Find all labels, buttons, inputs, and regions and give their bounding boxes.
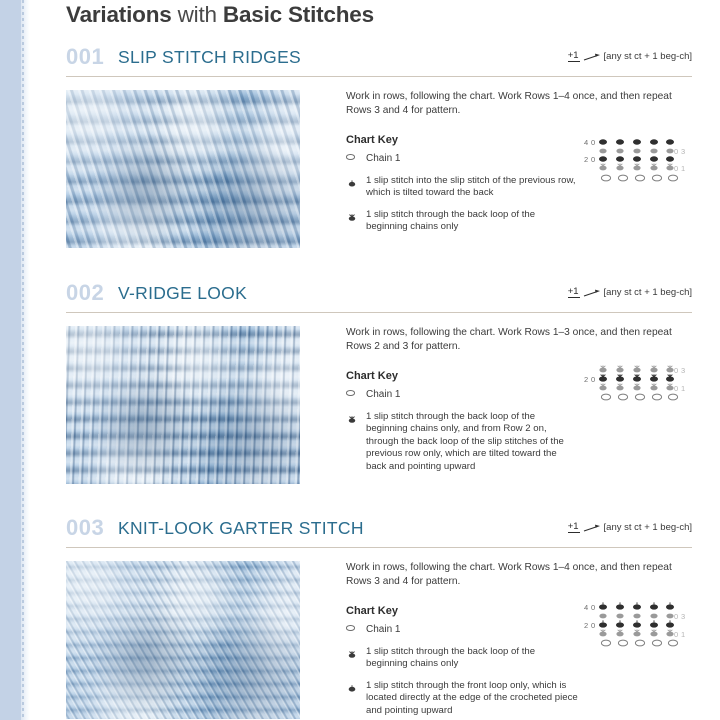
pattern-number: 001 xyxy=(66,44,105,69)
stitch-chart-svg xyxy=(582,599,702,655)
chart-key-list xyxy=(346,624,596,718)
svg-text:2: 2 xyxy=(584,155,589,164)
pattern-title: SLIP STITCH RIDGES xyxy=(118,47,302,67)
stitch-chart-diagram xyxy=(582,599,702,655)
slip-stitch-front-loop-icon xyxy=(346,680,366,691)
chart-key-label: 1 slip stitch through the back loop of the beginning chains only xyxy=(366,645,536,670)
chart-key-item xyxy=(346,646,596,671)
chart-key-list xyxy=(346,389,596,474)
chart-key-heading: Chart Key xyxy=(346,134,398,146)
page-title-part-3: Basic Stitches xyxy=(222,2,374,27)
stitch-multiple-note: [any st ct + 1 beg-ch] xyxy=(603,522,692,533)
pattern-title: V-RIDGE LOOK xyxy=(118,283,248,303)
page-title-part-2: with xyxy=(177,2,217,27)
page-title-part-1: Variations xyxy=(66,2,172,27)
svg-text:1: 1 xyxy=(681,164,686,173)
swatch-texture xyxy=(66,90,300,248)
header-divider xyxy=(66,547,692,548)
pattern-instructions: Work in rows, following the chart. Work Rows 1–3 once, and then repeat Rows 2 and 3 for pattern. xyxy=(346,327,672,352)
svg-text:3: 3 xyxy=(681,612,686,621)
chart-key-item xyxy=(346,624,596,637)
pattern-header xyxy=(66,44,692,74)
stitch-increment-label: +1 xyxy=(567,50,579,62)
chart-key-item xyxy=(346,175,596,200)
svg-text:1: 1 xyxy=(681,630,686,639)
chain-stitch-icon xyxy=(346,389,366,396)
pattern-body xyxy=(66,90,720,260)
chart-key-label: 1 slip stitch into the slip stitch of the previous row, which is tilted toward the back xyxy=(366,174,576,199)
stitch-multiple-note: [any st ct + 1 beg-ch] xyxy=(603,287,692,298)
svg-text:0: 0 xyxy=(591,155,596,164)
header-divider xyxy=(66,312,692,313)
pattern-text-column xyxy=(346,90,672,243)
swatch-texture xyxy=(66,561,300,719)
pattern-section-002 xyxy=(30,280,720,496)
arrow-icon xyxy=(583,52,601,61)
svg-text:0: 0 xyxy=(674,147,679,156)
chain-stitch-icon xyxy=(346,153,366,160)
pattern-title: KNIT-LOOK GARTER STITCH xyxy=(118,518,364,538)
chart-key-label: 1 slip stitch through the back loop of the beginning chains only, and from Row 2 on, through the back loop of the slip stitches of the previous row only, which are tilted toward the back and pointing upward xyxy=(366,410,564,472)
swatch-photo xyxy=(66,561,300,719)
stitch-increment-label: +1 xyxy=(567,286,579,298)
pattern-body xyxy=(66,561,720,720)
chart-key-item xyxy=(346,411,596,474)
chart-key-label: 1 slip stitch through the front loop only, which is located directly at the edge of the crocheted piece and pointing upward xyxy=(366,679,578,716)
chart-key-item xyxy=(346,153,596,166)
chain-stitch-icon xyxy=(346,624,366,631)
slip-stitch-back-loop-icon xyxy=(346,646,366,657)
page-title xyxy=(66,2,374,28)
pattern-section-001 xyxy=(30,44,720,260)
swatch-photo xyxy=(66,90,300,248)
svg-text:0: 0 xyxy=(674,384,679,393)
swatch-photo xyxy=(66,326,300,484)
pattern-stitch-multiple xyxy=(568,522,692,533)
svg-text:0: 0 xyxy=(674,164,679,173)
book-page xyxy=(30,0,720,720)
pattern-header xyxy=(66,515,692,545)
chart-key-label: Chain 1 xyxy=(366,153,401,164)
pattern-section-003 xyxy=(30,515,720,720)
pattern-text-column xyxy=(346,561,672,720)
svg-text:3: 3 xyxy=(681,147,686,156)
pattern-instructions: Work in rows, following the chart. Work Rows 1–4 once, and then repeat Rows 3 and 4 for pattern. xyxy=(346,562,672,587)
chart-key-heading: Chart Key xyxy=(346,605,398,617)
slip-stitch-back-loop-icon xyxy=(346,209,366,220)
arrow-icon xyxy=(583,288,601,297)
stitch-chart-svg xyxy=(582,134,702,190)
svg-text:0: 0 xyxy=(591,621,596,630)
stitch-multiple-note: [any st ct + 1 beg-ch] xyxy=(603,51,692,62)
svg-text:2: 2 xyxy=(584,621,589,630)
page-gutter-band xyxy=(0,0,21,720)
svg-text:0: 0 xyxy=(591,138,596,147)
pattern-stitch-multiple xyxy=(568,287,692,298)
chart-key-item xyxy=(346,389,596,402)
pattern-number: 002 xyxy=(66,280,105,305)
pattern-number: 003 xyxy=(66,515,105,540)
chart-key-label: Chain 1 xyxy=(366,624,401,635)
svg-text:0: 0 xyxy=(591,375,596,384)
pattern-header xyxy=(66,280,692,310)
svg-text:2: 2 xyxy=(584,375,589,384)
chart-key-list xyxy=(346,153,596,234)
chart-key-heading: Chart Key xyxy=(346,370,398,382)
svg-text:1: 1 xyxy=(681,384,686,393)
header-divider xyxy=(66,76,692,77)
chart-key-item xyxy=(346,680,596,718)
svg-text:3: 3 xyxy=(681,366,686,375)
pattern-text-column xyxy=(346,326,672,483)
page-gutter-dashed-rule xyxy=(22,0,24,720)
stitch-chart-diagram xyxy=(582,134,702,190)
svg-text:0: 0 xyxy=(674,366,679,375)
stitch-chart-diagram xyxy=(582,362,702,418)
svg-text:4: 4 xyxy=(584,138,589,147)
stitch-increment-label: +1 xyxy=(567,521,579,533)
swatch-texture xyxy=(66,326,300,484)
svg-text:0: 0 xyxy=(591,603,596,612)
svg-text:0: 0 xyxy=(674,612,679,621)
chart-key-label: 1 slip stitch through the back loop of the beginning chains only xyxy=(366,208,536,233)
chart-key-label: Chain 1 xyxy=(366,389,401,400)
slip-stitch-back-loop-icon xyxy=(346,411,366,422)
pattern-stitch-multiple xyxy=(568,51,692,62)
stitch-chart-svg xyxy=(582,362,702,418)
svg-text:4: 4 xyxy=(584,603,589,612)
chart-key-item xyxy=(346,209,596,234)
svg-text:0: 0 xyxy=(674,630,679,639)
slip-stitch-icon xyxy=(346,175,366,186)
pattern-body xyxy=(66,326,720,496)
pattern-instructions: Work in rows, following the chart. Work Rows 1–4 once, and then repeat Rows 3 and 4 for pattern. xyxy=(346,91,672,116)
arrow-icon xyxy=(583,523,601,532)
